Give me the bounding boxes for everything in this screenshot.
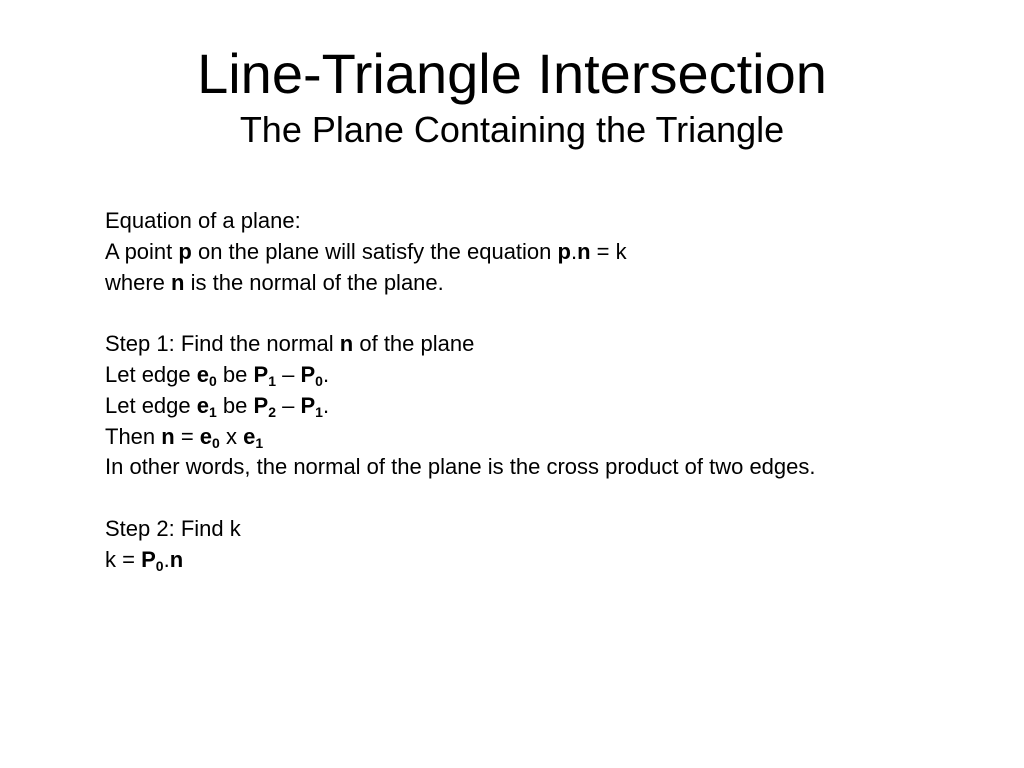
k-formula-line: $k = P_0.n$ [105,546,184,574]
spacer [105,298,1005,329]
slide-body [105,206,1005,576]
step1-heading: Step 1: Find the normal n of the plane [105,331,475,357]
plane-equation-line: A point p on the plane will satisfy the equation p.n = k [105,238,627,264]
edge1-line: Let edge $e_1$ be $P_2 - P_1$. [105,392,330,420]
edge0-line: Let edge $e_0$ be $P_1 - P_0$. [105,361,330,389]
step2-heading: Step 2: Find k [105,515,241,541]
spacer [105,483,1005,514]
cross-product-line: Then $n = e_0$ x $e_1$ [105,423,264,451]
normal-definition-line: where n is the normal of the plane. [105,269,444,295]
plane-equation-heading: Equation of a plane: [105,208,301,233]
slide-title: Line-Triangle Intersection [197,42,827,105]
slide-subtitle: The Plane Containing the Triangle [239,109,785,150]
explanation-line: In other words, the normal of the plane is the cross product of two edges. [105,454,816,480]
